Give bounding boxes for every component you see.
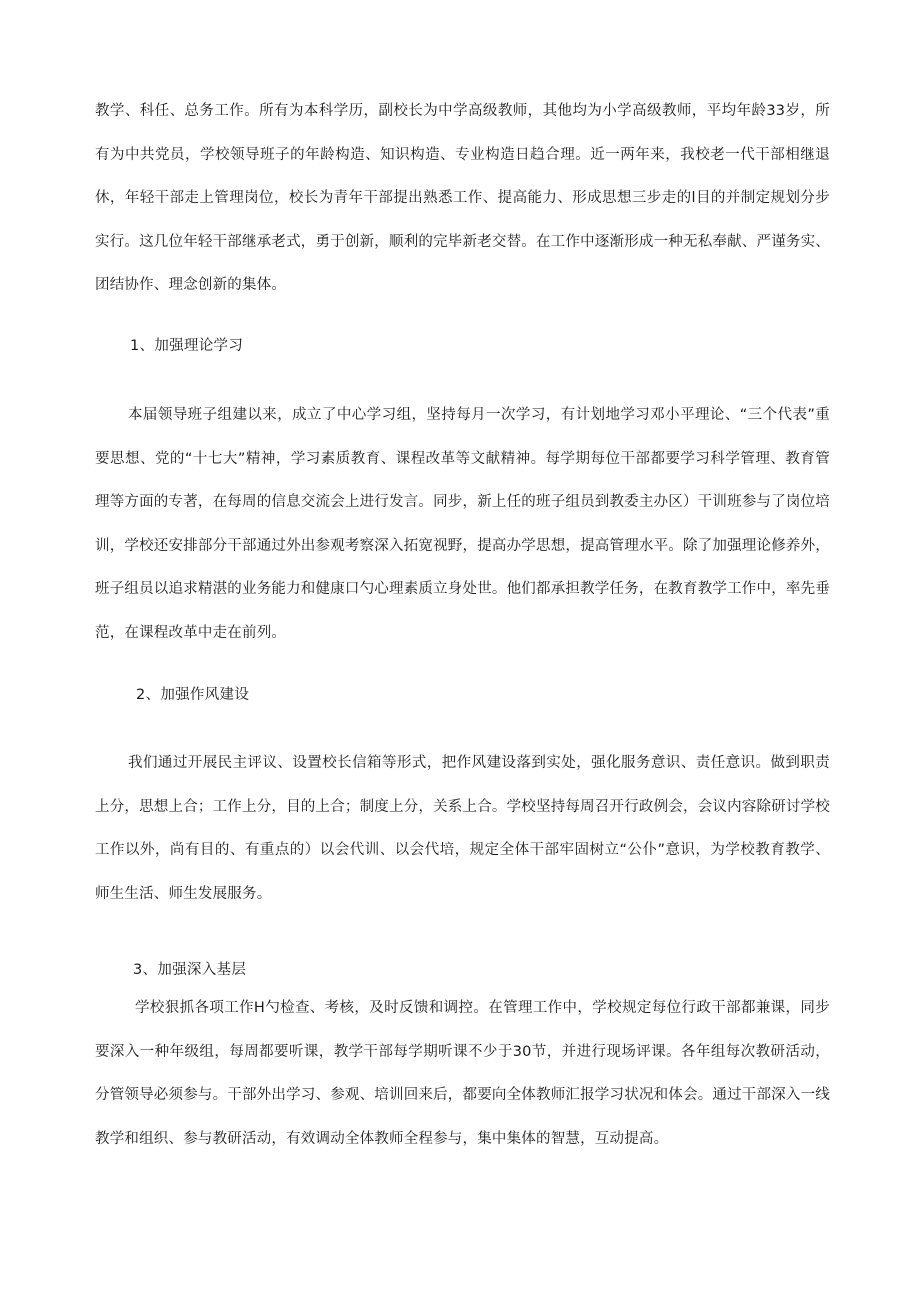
paragraph-intro: 教学、科任、总务工作。所有为本科学历，副校长为中学高级教师，其他均为小学高级教师，平均年龄33岁，所有为中共党员，学校领导班子的年龄构造、知识构造、专业构造日趋合理。近一两年来，我校老一代干部相继退休，年轻干部走上管理岗位，校长为青年干部提出熟悉工作、提高能力、形成思想三步走的l目的并制定规划分步实行。这几位年轻干部继承老式，勇于创新，顺利的完毕新老交替。在工作中逐渐形成一种无私奉献、严谨务实、团结协作、理念创新的集体。 [95, 103, 830, 293]
heading-1: 1、加强理论学习 [130, 338, 244, 354]
heading-2: 2、加强作风建设 [136, 687, 250, 703]
heading-3: 3、加强深入基层 [133, 962, 247, 978]
paragraph-2: 我们通过开展民主评议、设置校长信箱等形式，把作风建设落到实处，强化服务意识、责任意识。做到职责上分，思想上合；工作上分，目的上合；制度上分，关系上合。学校坚持每周召开行政例会，会议内容除研讨学校工作以外，尚有目的、有重点的）以会代训、以会代培，规定全体干部牢固树立“公仆”意识，为学校教育教学、师生生活、师生发展服务。 [95, 755, 830, 902]
paragraph-1: 本届领导班子组建以来，成立了中心学习组，坚持每月一次学习，有计划地学习邓小平理论、“三个代表”重要思想、党的“十七大”精神，学习素质教育、课程改革等文献精神。每学期每位干部都要学习科学管理、教育管理等方面的专著，在每周的信息交流会上进行发言。同步，新上任的班子组员到教委主办区）干训班参与了岗位培训，学校还安排部分干部通过外出参观考察深入拓宽视野，提高办学思想，提高管理水平。除了加强理论修养外，班子组员以追求精湛的业务能力和健康口勺心理素质立身处世。他们都承担教学任务，在教育教学工作中，率先垂范，在课程改革中走在前列。 [95, 407, 830, 641]
paragraph-3: 学校狠抓各项工作H勺检查、考核，及时反馈和调控。在管理工作中，学校规定每位行政干部都兼课，同步要深入一种年级组，每周都要听课，教学干部每学期听课不少于30节，并进行现场评课。各年组每次教研活动，分管领导必须参与。干部外出学习、参观、培训回来后，都要向全体教师汇报学习状况和体会。通过干部深入一线教学和组织、参与教研活动，有效调动全体教师全程参与，集中集体的智慧，互动提高。 [95, 1000, 830, 1147]
